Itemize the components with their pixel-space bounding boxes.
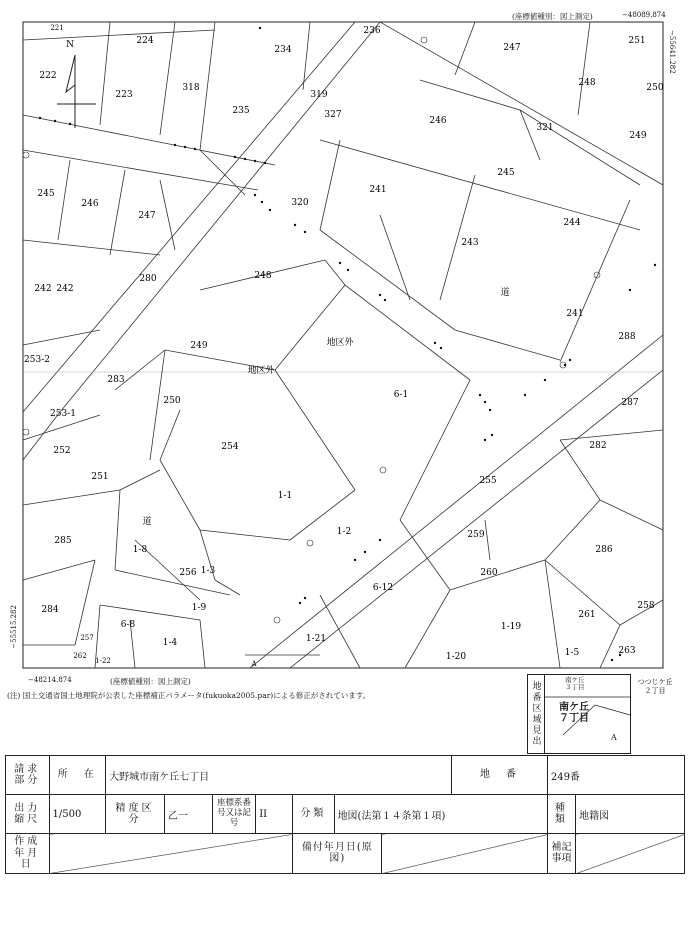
parcel-label: 道	[500, 288, 510, 298]
coordinate-system-value: II	[256, 795, 293, 834]
parcel-label: 242	[56, 284, 74, 294]
parcel-label: 283	[107, 375, 125, 385]
top-right-coordinate: −48089.874	[622, 11, 666, 19]
parcel-label: 1-3	[200, 566, 216, 576]
parcel-label: 253-1	[50, 409, 76, 419]
created-date-label: 作成年月日	[6, 834, 50, 874]
bottom-left-coordinate: −48214.874	[28, 676, 72, 684]
parcel-label: 244	[563, 218, 581, 228]
parcel-label: 262	[73, 652, 87, 660]
created-date-value	[49, 834, 293, 874]
left-coordinate-bottom: −55515.282	[10, 605, 18, 649]
area-legend	[527, 674, 631, 754]
parcel-label: 235	[232, 106, 250, 116]
scale-label: 出力縮尺	[6, 795, 50, 834]
parcel-label: 245	[37, 189, 55, 199]
parcel-label: 247	[138, 211, 156, 221]
lot-number-value: 249番	[547, 756, 684, 795]
parcel-label: 223	[115, 90, 133, 100]
parcel-label: 221	[50, 24, 64, 32]
parcel-label: 263	[618, 646, 636, 656]
parcel-label: 285	[54, 536, 72, 546]
right-coordinate-top: −55641.282	[668, 30, 676, 74]
parcel-label: 243	[461, 238, 479, 248]
location-value: 大野城市南ケ丘七丁目	[106, 756, 452, 795]
parcel-label: 259	[467, 530, 485, 540]
parcel-label: 255	[479, 476, 497, 486]
parcel-label: 241	[566, 309, 584, 319]
parcel-label: 1-4	[162, 638, 178, 648]
parcel-label: 248	[578, 78, 596, 88]
type-label: 種類	[547, 795, 575, 834]
parcel-label: 6-1	[393, 390, 409, 400]
parcel-label: 282	[589, 441, 607, 451]
remarks-value	[576, 834, 685, 874]
north-label: N	[66, 40, 74, 50]
parcel-label: 254	[221, 442, 239, 452]
parcel-label: A	[251, 660, 257, 668]
category-label: 分類	[293, 795, 334, 834]
attached-date-label: 備付年月日(原図)	[293, 834, 382, 874]
parcel-label: 6-8	[120, 620, 136, 630]
parcel-label: 地区外	[326, 338, 354, 348]
parcel-label: 251	[628, 36, 646, 46]
coordinate-system-label: 座標系番号又は記号	[212, 795, 256, 834]
parcel-label: 249	[190, 341, 208, 351]
lot-number-label: 地 番	[452, 756, 548, 795]
footnote: (注) 国土交通省国土地理院が公表した座標補正パラメータ(fukuoka2005.par)による修正がされています。	[7, 691, 371, 700]
parcel-label: 256	[179, 568, 197, 578]
remarks-label: 補記事項	[547, 834, 575, 874]
parcel-label: 236	[363, 26, 381, 36]
parcel-label: 287	[621, 398, 639, 408]
type-value: 地籍図	[576, 795, 685, 834]
accuracy-label: 精度区分	[106, 795, 165, 834]
parcel-label: 258	[637, 601, 655, 611]
parcel-label: 245	[497, 168, 515, 178]
legend-main-area: 南ケ丘 ７丁目	[559, 702, 589, 724]
parcel-label: 284	[41, 605, 59, 615]
parcel-label: 222	[39, 71, 57, 81]
parcel-label: 1-8	[132, 545, 148, 555]
parcel-label: 1-1	[277, 491, 293, 501]
legend-map	[545, 675, 630, 753]
certificate-form	[5, 755, 685, 874]
parcel-label: 6-12	[372, 583, 394, 593]
parcel-label: 250	[646, 83, 664, 93]
parcel-label: 1-2	[336, 527, 352, 537]
parcel-label: 320	[291, 198, 309, 208]
outside-area-label: つつじケ丘２丁目	[637, 678, 673, 695]
accuracy-value: 乙一	[164, 795, 212, 834]
parcel-label: 241	[369, 185, 387, 195]
parcel-label: 246	[81, 199, 99, 209]
north-arrow-icon	[57, 55, 96, 128]
parcel-label: 247	[503, 43, 521, 53]
parcel-label: 288	[618, 332, 636, 342]
parcel-label: 280	[139, 274, 157, 284]
parcel-label: 1-19	[500, 622, 522, 632]
parcel-label: 1-20	[445, 652, 467, 662]
parcel-label: 252	[53, 446, 71, 456]
parcel-label: 1-9	[191, 603, 207, 613]
parcel-label: 257	[80, 634, 94, 642]
parcel-label: 253-2	[24, 355, 50, 365]
benchmark-markers	[23, 37, 600, 623]
parcel-label: 248	[254, 271, 272, 281]
parcel-label: 286	[595, 545, 613, 555]
legend-neighbor: 南ケ丘 ３丁目	[565, 676, 585, 691]
parcel-label: 道	[142, 517, 152, 527]
parcel-label: 319	[310, 90, 328, 100]
scale-value: 1/500	[49, 795, 106, 834]
parcel-label: 234	[274, 45, 292, 55]
parcel-label: 318	[182, 83, 200, 93]
legend-marker: A	[611, 733, 617, 742]
parcel-label: 246	[429, 116, 447, 126]
parcel-label: 260	[480, 568, 498, 578]
parcel-label: 地区外	[247, 366, 275, 376]
parcel-label: 224	[136, 36, 154, 46]
parcel-label: 1-22	[95, 657, 111, 665]
parcel-label: 250	[163, 396, 181, 406]
parcel-label: 249	[629, 131, 647, 141]
bottom-coordinate-note: (座標値種別：図上測定)	[110, 677, 191, 686]
category-value: 地図(法第１４条第１項)	[334, 795, 547, 834]
parcel-label: 1-21	[305, 634, 327, 644]
legend-title: 地番区域見出	[528, 675, 545, 753]
parcel-label: 327	[324, 110, 342, 120]
location-label: 所 在	[49, 756, 106, 795]
parcel-label: 242	[34, 284, 52, 294]
requester-label: 請求部分	[6, 756, 50, 795]
top-coordinate-note: (座標値種別：図上測定)	[512, 12, 593, 21]
parcel-label: 321	[536, 123, 554, 133]
parcel-label: 261	[578, 610, 596, 620]
parcel-label: 251	[91, 472, 109, 482]
parcel-label: 1-5	[564, 648, 580, 658]
attached-date-value	[382, 834, 547, 874]
